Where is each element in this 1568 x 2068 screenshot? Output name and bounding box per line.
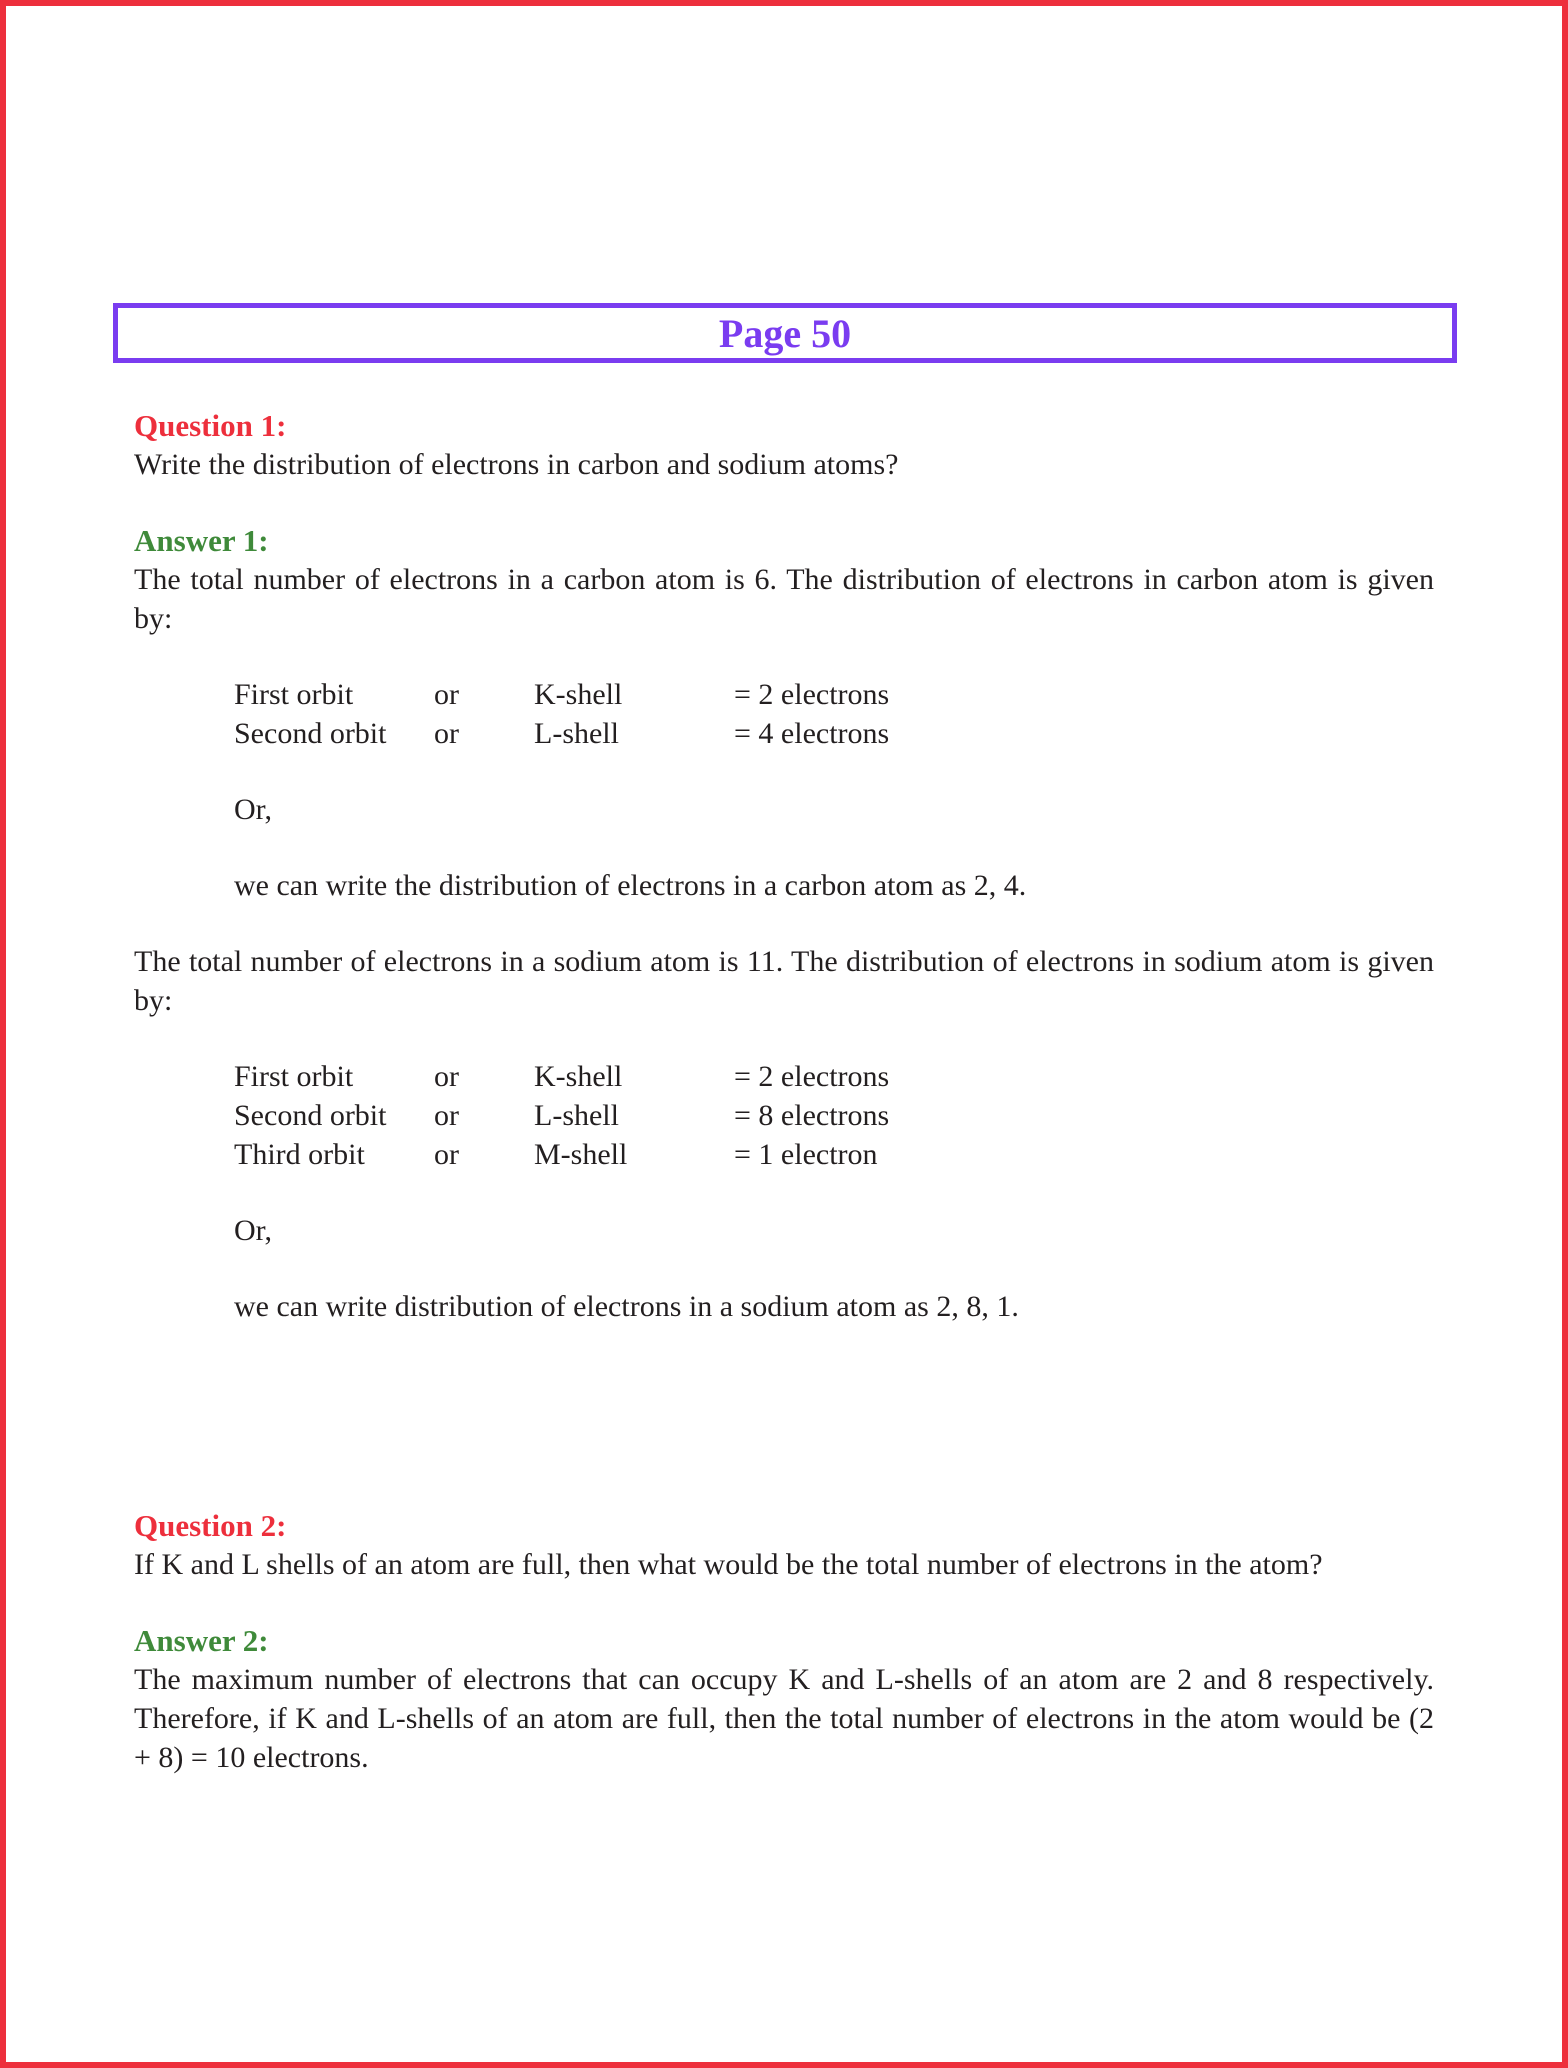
carbon-intro: The total number of electrons in a carbon atom is 6. The distribution of electrons in carbon atom is given by:	[134, 563, 1434, 635]
or-cell: or	[434, 1060, 459, 1093]
document-body	[134, 406, 1434, 1777]
shell-cell: L-shell	[534, 717, 619, 750]
shell-cell: M-shell	[534, 1138, 628, 1171]
shell-cell: L-shell	[534, 1099, 619, 1132]
table-row	[234, 714, 889, 753]
table-row	[234, 1096, 889, 1135]
or-cell: or	[434, 678, 459, 711]
orbit-cell: Second orbit	[234, 717, 387, 750]
sodium-summary: we can write distribution of electrons in a sodium atom as 2, 8, 1.	[234, 1290, 1019, 1323]
answer-2-label: Answer 2:	[134, 1623, 269, 1658]
question-1-label: Question 1:	[134, 408, 287, 443]
answer-2-text: The maximum number of electrons that can occupy K and L-shells of an atom are 2 and 8 respectively. Therefore, if K and L-shells of an atom are full, then the total number of electrons in the atom would be (2 + 8) = 10 electrons.	[134, 1663, 1434, 1774]
page-title-box	[113, 303, 1457, 363]
orbit-cell: Second orbit	[234, 1099, 387, 1132]
shell-cell: K-shell	[534, 678, 623, 711]
carbon-summary: we can write the distribution of electrons in a carbon atom as 2, 4.	[234, 869, 1027, 902]
orbit-cell: First orbit	[234, 678, 354, 711]
answer-1-label: Answer 1:	[134, 523, 269, 558]
shell-cell: K-shell	[534, 1060, 623, 1093]
count-cell: = 4 electrons	[734, 717, 890, 750]
orbit-cell: Third orbit	[234, 1138, 365, 1171]
orbit-cell: First orbit	[234, 1060, 354, 1093]
question-1-text: Write the distribution of electrons in carbon and sodium atoms?	[134, 448, 899, 481]
count-cell: = 8 electrons	[734, 1099, 890, 1132]
sodium-shell-table	[234, 1057, 889, 1174]
question-2-label: Question 2:	[134, 1508, 287, 1543]
table-row	[234, 1135, 889, 1174]
or-cell: or	[434, 1138, 459, 1171]
count-cell: = 2 electrons	[734, 1060, 890, 1093]
or-cell: or	[434, 1099, 459, 1132]
question-2-text: If K and L shells of an atom are full, then what would be the total number of electrons in the atom?	[134, 1548, 1323, 1581]
carbon-shell-table	[234, 675, 889, 753]
count-cell: = 2 electrons	[734, 678, 890, 711]
sodium-intro: The total number of electrons in a sodium atom is 11. The distribution of electrons in sodium atom is given by:	[134, 945, 1434, 1017]
table-row	[234, 1057, 889, 1096]
count-cell: = 1 electron	[734, 1138, 878, 1171]
page-title: Page 50	[718, 310, 852, 356]
or-cell: or	[434, 717, 459, 750]
or-text-1: Or,	[234, 793, 272, 826]
table-row	[234, 675, 889, 714]
or-text-2: Or,	[234, 1214, 272, 1247]
